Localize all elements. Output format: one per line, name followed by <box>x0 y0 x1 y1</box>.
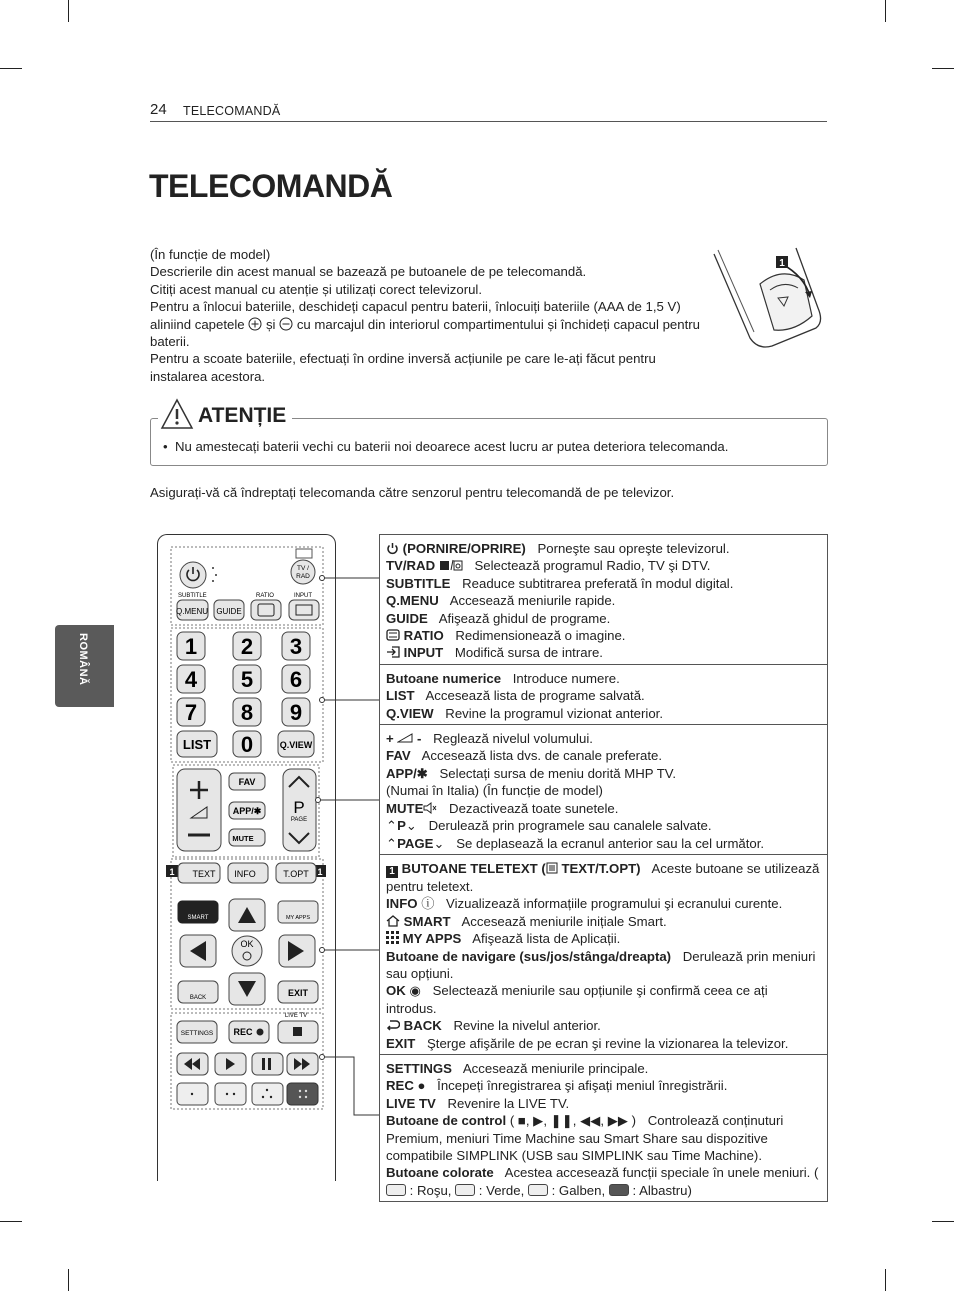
home-icon <box>386 915 400 927</box>
teletext-group-cell: 1 BUTOANE TELETEXT ( TEXT/T.OPT) Aceste butoane se utilizează pentru teletext. INFO ⓘ Vizualizează informațiile programului şi ecranului curente. SMART Accesează meniurile inițiale Smart. MY APPS Afişează lista de Aplicații. Butoane de navigare (sus/jos/stânga/dreapta) Derulează prin meniuri sau opțiuni. OK ◉ Selectează meniurile sau opțiunile şi confirmă ceea ce ați introdus. BACK Revine la nivelul anterior. EXIT Şterge afişările de pe ecran şi revine la vizionarea la televizor. <box>380 855 827 1055</box>
running-header: TELECOMANDĂ <box>183 104 281 118</box>
transport-icons: ■, ▶, ❚❚, ◀◀, ▶▶ <box>517 1113 628 1129</box>
svg-text:APP/✱: APP/✱ <box>232 806 262 816</box>
svg-text:MY APPS: MY APPS <box>285 915 311 921</box>
svg-text:EXIT: EXIT <box>287 988 309 998</box>
svg-text:REC: REC <box>233 1027 253 1037</box>
svg-text:LIST: LIST <box>182 737 212 752</box>
red-key-icon <box>386 1184 406 1196</box>
svg-text:1: 1 <box>169 867 175 877</box>
svg-text:Q.MENU: Q.MENU <box>176 607 208 616</box>
power-icon <box>386 542 399 555</box>
svg-text:Q.VIEW: Q.VIEW <box>279 740 313 750</box>
up-chevron-icon: ⌃ <box>386 818 398 834</box>
intro-text: (În funcție de model) Descrierile din acest manual se bazează pe butoanele de pe telecomandă. Citiți acest manual cu atenție și utilizați corect televizorul. Pentru a înlocui bateriile, deschideți capacul pentru baterii, înlocuiți bateriile (AAA de 1,5 V) aliniind capetele și cu marcajul din interiorul compartimentului și închideți capacul pentru baterii. Pentru a scoate bateriile, efectuați în ordine inversă acțiunile pe care le-ați făcut pentru instalarea acestora. <box>150 247 700 384</box>
warning-heading: ATENȚIE <box>158 394 292 434</box>
svg-text:SETTINGS: SETTINGS <box>180 1030 214 1037</box>
svg-text:GUIDE: GUIDE <box>216 607 242 616</box>
teletext-icon <box>546 862 558 874</box>
svg-text:0: 0 <box>240 732 254 757</box>
svg-text:6: 6 <box>289 667 303 692</box>
svg-text:P: P <box>293 798 305 817</box>
svg-text:FAV: FAV <box>238 777 256 787</box>
warning-text: • Nu amestecați baterii vechi cu baterii noi deoarece acest lucru ar putea deteriora telecomanda. <box>163 439 729 454</box>
ratio-icon <box>386 629 400 641</box>
down-chevron-icon: ⌄ <box>433 835 445 851</box>
asterisk-icon: ✱ <box>416 765 428 781</box>
page-title: TELECOMANDĂ <box>149 168 393 204</box>
svg-text:1: 1 <box>779 258 785 269</box>
yellow-key-icon <box>528 1184 548 1196</box>
blue-key-icon <box>609 1184 629 1196</box>
input-icon <box>386 646 400 658</box>
svg-text:INFO: INFO <box>234 869 256 879</box>
svg-text:PAGE: PAGE <box>290 817 308 823</box>
up-chevron-icon: ⌃ <box>386 835 398 851</box>
svg-text:MUTE: MUTE <box>232 834 254 843</box>
control-group-cell: SETTINGS Accesează meniurile principale. REC ● Începeți înregistrarea şi afişați meniul înregistrării. LIVE TV Revenire la LIVE TV. Butoane de control ( ■, ▶, ❚❚, ◀◀, ▶▶ ) Controlează conținuturi Premium, meniuri Time Machine sau Smart Share sau dispozitive compatibile SIMPLINK (USB sau SIMPLINK sau Time Machine). Butoane colorate Acestea accesează funcții speciale în unele meniuri. ( : Roşu, : Verde, : Galben, : Albastru) <box>386 1060 819 1198</box>
svg-text:4: 4 <box>184 667 198 692</box>
page-number: 24 <box>150 101 167 118</box>
info-icon: ⓘ <box>421 896 435 912</box>
number-group-cell: Butoane numerice Introduce numere. LIST Accesează lista de programe salvată. Q.VIEW Revine la programul vizionat anterior. <box>380 665 827 725</box>
button-description-table <box>379 534 828 1202</box>
svg-text:7: 7 <box>184 700 198 725</box>
svg-text:T.OPT: T.OPT <box>283 869 309 879</box>
svg-text:8: 8 <box>240 700 254 725</box>
apps-grid-icon <box>386 931 399 944</box>
svg-text:3: 3 <box>289 634 303 659</box>
tv-radio-icon <box>439 559 463 571</box>
ok-icon: ◉ <box>409 983 421 999</box>
svg-text:TV /: TV / <box>297 565 309 572</box>
svg-text:1: 1 <box>317 867 323 877</box>
green-key-icon <box>455 1184 475 1196</box>
svg-text:OK: OK <box>240 939 254 949</box>
svg-text:TEXT: TEXT <box>192 869 216 879</box>
language-tab: ROMÂNĂ <box>55 625 114 707</box>
number-badge: 1 <box>386 866 398 878</box>
svg-text:1: 1 <box>184 634 198 659</box>
aim-instruction: Asigurați-vă că îndreptați telecomanda către senzorul pentru telecomandă de pe televizor. <box>150 485 675 500</box>
svg-text:LIVE TV: LIVE TV <box>284 1013 308 1019</box>
svg-text:SUBTITLE: SUBTITLE <box>178 593 207 599</box>
svg-text:9: 9 <box>289 700 303 725</box>
volume-group-cell: + - Reglează nivelul volumului. FAV Accesează lista dvs. de canale preferate. APP/✱ Selectați sursa de meniu dorită MHP TV. (Numai în Italia) (În funcție de model) MUTE Dezactivează toate sunetele. ⌃P⌄ Derulează prin programele sau canalele salvate. ⌃PAGE⌄ Se deplasează la ecranul anterior sau la cel următor. <box>380 725 827 855</box>
svg-text:2: 2 <box>240 634 254 659</box>
down-chevron-icon: ⌄ <box>405 818 417 834</box>
svg-text:RAD: RAD <box>296 573 310 580</box>
mute-icon <box>423 802 437 814</box>
svg-text:5: 5 <box>240 667 254 692</box>
record-dot-icon: ● <box>417 1078 426 1094</box>
svg-text:BACK: BACK <box>189 995 207 1001</box>
power-group-cell: (PORNIRE/OPRIRE) Porneşte sau opreşte televizorul. TV/RAD Selectează programul Radio, TV şi DTV. SUBTITLE Readuce subtitrarea preferată în modul digital. Q.MENU Accesează meniurile rapide. GUIDE Afişează ghidul de programe. RATIO Redimensionează o imagine. INPUT Modifică sursa de intrare. <box>380 535 827 665</box>
svg-text:RATIO: RATIO <box>256 593 274 599</box>
volume-icon <box>397 733 413 743</box>
svg-text:INPUT: INPUT <box>294 593 312 599</box>
back-arrow-icon <box>386 1019 400 1031</box>
svg-text:SMART: SMART <box>187 915 209 921</box>
